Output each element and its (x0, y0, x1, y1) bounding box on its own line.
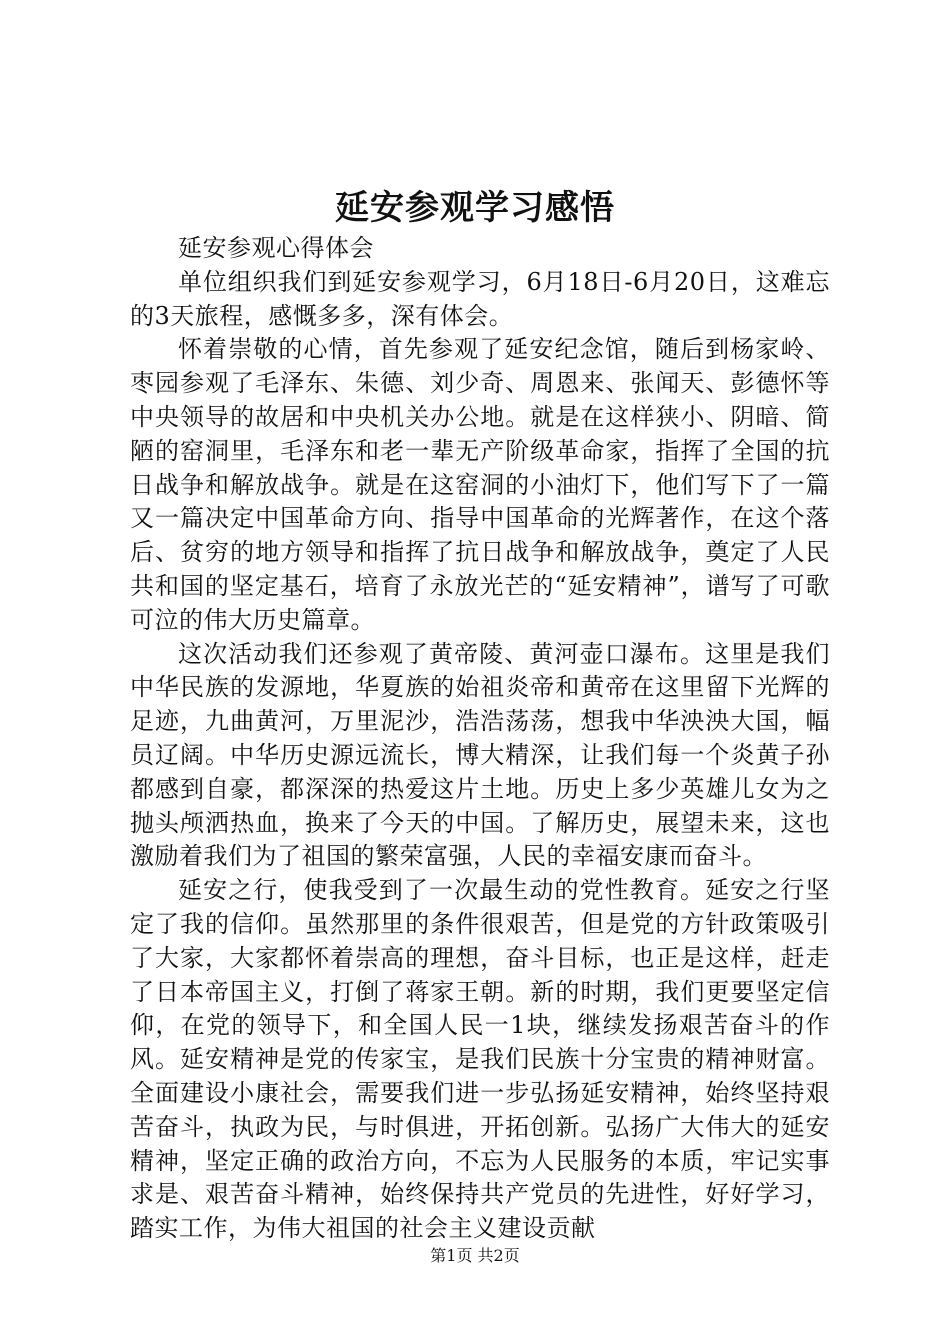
paragraph: 怀着崇敬的心情，首先参观了延安纪念馆，随后到杨家岭、枣园参观了毛泽东、朱德、刘少奇、周恩来、张闻天、彭德怀等中央领导的故居和中央机关办公地。就是在这样狭小、阴暗、简陋的窑洞里，毛泽东和老一辈无产阶级革命家，指挥了全国的抗日战争和解放战争。就是在这窑洞的小油灯下，他们写下了一篇又一篇决定中国革命方向、指导中国革命的光辉著作，在这个落后、贫穷的地方领导和指挥了抗日战争和解放战争，奠定了人民共和国的坚定基石，培育了永放光芒的“延安精神”，谱写了可歌可泣的伟大历史篇章。 (130, 335, 830, 634)
document-title: 延安参观学习感悟 (335, 188, 615, 228)
paragraph: 单位组织我们到延安参观学习，6月18日-6月20日，这难忘的3天旅程，感慨多多，深有体会。 (130, 267, 830, 330)
paragraph: 这次活动我们还参观了黄帝陵、黄河壶口瀑布。这里是我们中华民族的发源地，华夏族的始祖炎帝和黄帝在这里留下光辉的足迹，九曲黄河，万里泥沙，浩浩荡荡，想我中华泱泱大国，幅员辽阔。中华历史源远流长，博大精深，让我们每一个炎黄子孙都感到自豪，都深深的热爱这片土地。历史上多少英雄儿女为之抛头颅洒热血，换来了今天的中国。了解历史，展望未来，这也激励着我们为了祖国的繁荣富强，人民的幸福安康而奋斗。 (130, 639, 830, 871)
document-subtitle: 延安参观心得体会 (178, 234, 374, 262)
paragraph: 延安之行，使我受到了一次最生动的党性教育。延安之行坚定了我的信仰。虽然那里的条件很艰苦，但是党的方针政策吸引了大家，大家都怀着崇高的理想，奋斗目标，也正是这样，赶走了日本帝国主义，打倒了蒋家王朝。新的时期，我们更要坚定信仰，在党的领导下，和全国人民一1块，继续发扬艰苦奋斗的作风。延安精神是党的传家宝，是我们民族十分宝贵的精神财富。全面建设小康社会，需要我们进一步弘扬延安精神，始终坚持艰苦奋斗，执政为民，与时俱进，开拓创新。弘扬广大伟大的延安精神，坚定正确的政治方向，不忘为人民服务的本质，牢记实事求是、艰苦奋斗精神，始终保持共产党员的先进性，好好学习，踏实工作，为伟大祖国的社会主义建设贡献 (130, 876, 830, 1243)
document-body (130, 232, 830, 1246)
page-number: 第1页 共2页 (430, 1246, 520, 1265)
